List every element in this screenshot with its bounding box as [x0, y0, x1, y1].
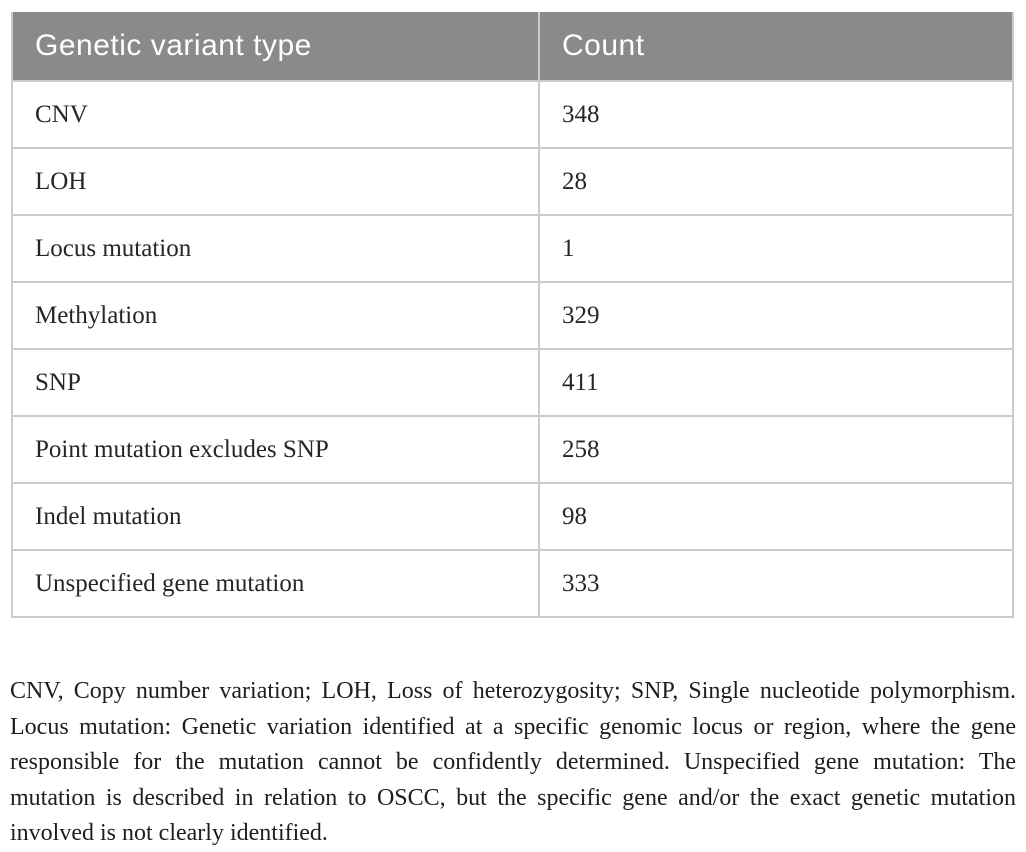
variant-type-cell: CNV: [12, 81, 539, 148]
variant-type-cell: Locus mutation: [12, 215, 539, 282]
count-cell: 28: [539, 148, 1013, 215]
count-cell: 411: [539, 349, 1013, 416]
column-header-count: Count: [539, 12, 1013, 81]
count-cell: 333: [539, 550, 1013, 617]
count-cell: 348: [539, 81, 1013, 148]
variant-type-cell: SNP: [12, 349, 539, 416]
table-row: [12, 282, 1013, 349]
header-row: [12, 12, 1013, 81]
table-row: [12, 81, 1013, 148]
count-cell: 258: [539, 416, 1013, 483]
table-row: [12, 215, 1013, 282]
table-row: [12, 349, 1013, 416]
table-footnote: CNV, Copy number variation; LOH, Loss of heterozygosity; SNP, Single nucleotide polymorphism. Locus mutation: Genetic variation identified at a specific genomic locus or region, where the gene responsible for the mutation cannot be confidently determined. Unspecified gene mutation: The mutation is described in relation to OSCC, but the specific gene and/or the exact genetic mutation involved is not clearly identified.: [10, 678, 1016, 846]
variant-type-cell: Point mutation excludes SNP: [12, 416, 539, 483]
variant-type-cell: Methylation: [12, 282, 539, 349]
table-row: [12, 148, 1013, 215]
table-row: [12, 416, 1013, 483]
variant-type-cell: Indel mutation: [12, 483, 539, 550]
table-row: [12, 550, 1013, 617]
table-body: [12, 81, 1013, 617]
count-cell: 98: [539, 483, 1013, 550]
variant-type-cell: Unspecified gene mutation: [12, 550, 539, 617]
count-cell: 1: [539, 215, 1013, 282]
variant-type-cell: LOH: [12, 148, 539, 215]
table-row: [12, 483, 1013, 550]
column-header-variant-type: Genetic variant type: [12, 12, 539, 81]
count-cell: 329: [539, 282, 1013, 349]
table-header: [12, 12, 1013, 81]
genetic-variant-table: [11, 12, 1014, 618]
